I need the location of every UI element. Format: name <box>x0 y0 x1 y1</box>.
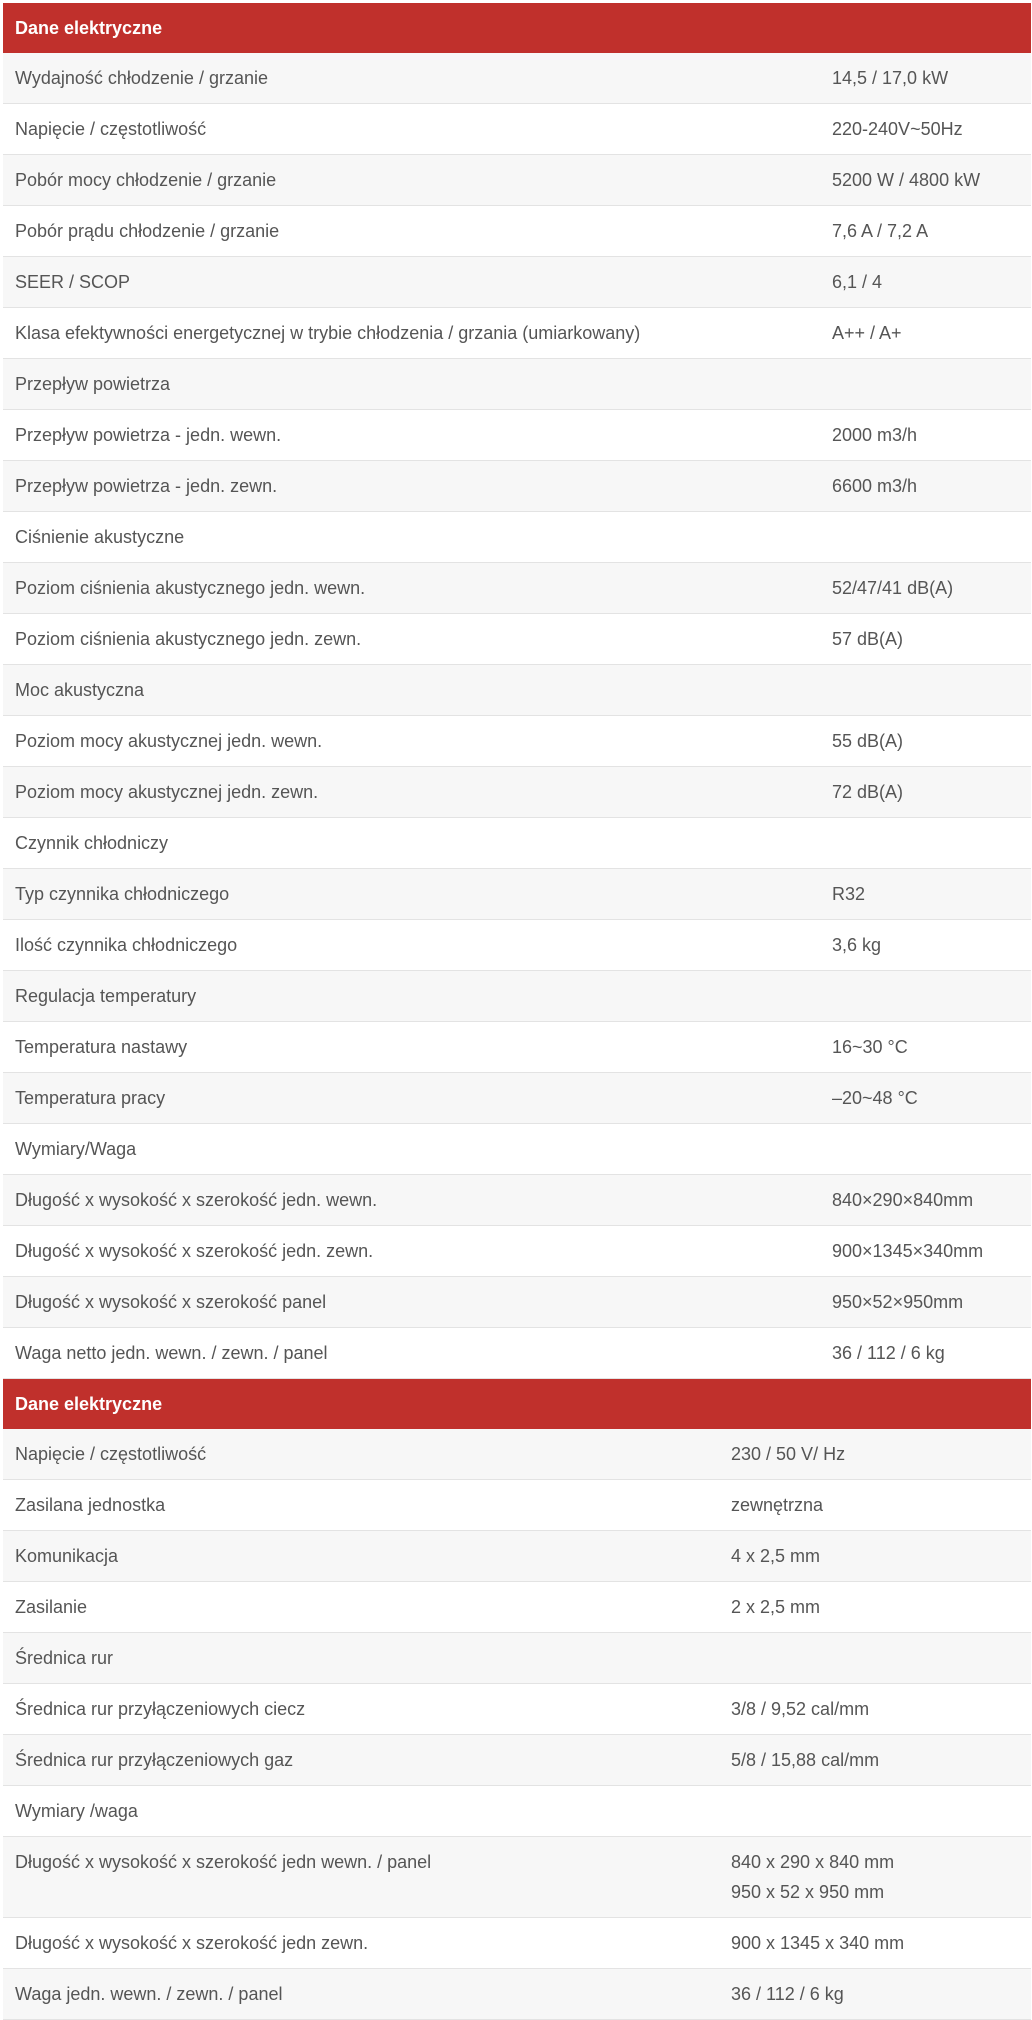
spec-label: Wymiary/Waga <box>3 1124 820 1175</box>
spec-label: Waga jedn. wewn. / zewn. / panel <box>3 1969 719 2020</box>
spec-table-wiring-body <box>3 1379 1031 2020</box>
spec-value: 3,6 kg <box>820 920 1031 971</box>
spec-value: 7,6 A / 7,2 A <box>820 206 1031 257</box>
table-row <box>3 614 1031 665</box>
spec-label: Ciśnienie akustyczne <box>3 512 820 563</box>
spec-label: Komunikacja <box>3 1531 719 1582</box>
spec-value <box>820 665 1031 716</box>
table-row <box>3 767 1031 818</box>
spec-label: Poziom ciśnienia akustycznego jedn. zewn. <box>3 614 820 665</box>
spec-value: 72 dB(A) <box>820 767 1031 818</box>
table-row <box>3 1837 1031 1918</box>
spec-label: Poziom ciśnienia akustycznego jedn. wewn. <box>3 563 820 614</box>
table-title: Dane elektryczne <box>3 1379 1031 1429</box>
table-row <box>3 1226 1031 1277</box>
spec-value: 900×1345×340mm <box>820 1226 1031 1277</box>
spec-value: 2000 m3/h <box>820 410 1031 461</box>
spec-value: 230 / 50 V/ Hz <box>719 1429 1031 1480</box>
spec-label: Przepływ powietrza - jedn. zewn. <box>3 461 820 512</box>
table-row <box>3 53 1031 104</box>
table-header <box>3 3 1031 53</box>
spec-label: Wymiary /waga <box>3 1786 719 1837</box>
table-row <box>3 461 1031 512</box>
spec-value-line: 840 x 290 x 840 mm <box>731 1852 895 1872</box>
spec-label: Poziom mocy akustycznej jedn. wewn. <box>3 716 820 767</box>
spec-value <box>820 818 1031 869</box>
table-row <box>3 1124 1031 1175</box>
spec-value: –20~48 °C <box>820 1073 1031 1124</box>
spec-label: Typ czynnika chłodniczego <box>3 869 820 920</box>
table-row <box>3 206 1031 257</box>
spec-label: Długość x wysokość x szerokość jedn. zewn. <box>3 1226 820 1277</box>
spec-label: Długość x wysokość x szerokość jedn zewn. <box>3 1918 719 1969</box>
table-row <box>3 1328 1031 1379</box>
spec-label: Pobór mocy chłodzenie / grzanie <box>3 155 820 206</box>
spec-page <box>3 0 1031 2020</box>
table-row <box>3 665 1031 716</box>
table-row <box>3 1786 1031 1837</box>
table-row <box>3 512 1031 563</box>
spec-label: Długość x wysokość x szerokość jedn. wewn. <box>3 1175 820 1226</box>
spec-value: 14,5 / 17,0 kW <box>820 53 1031 104</box>
spec-value <box>820 1124 1031 1175</box>
spec-label: Długość x wysokość x szerokość panel <box>3 1277 820 1328</box>
spec-label: Średnica rur przyłączeniowych gaz <box>3 1735 719 1786</box>
spec-label: Temperatura pracy <box>3 1073 820 1124</box>
table-row <box>3 359 1031 410</box>
spec-label: Klasa efektywności energetycznej w trybie chłodzenia / grzania (umiarkowany) <box>3 308 820 359</box>
spec-value <box>820 971 1031 1022</box>
spec-label: Wydajność chłodzenie / grzanie <box>3 53 820 104</box>
spec-value: 950×52×950mm <box>820 1277 1031 1328</box>
table-row <box>3 716 1031 767</box>
spec-value: 36 / 112 / 6 kg <box>820 1328 1031 1379</box>
spec-value <box>719 1633 1031 1684</box>
table-row <box>3 1633 1031 1684</box>
spec-label: Moc akustyczna <box>3 665 820 716</box>
spec-label: Średnica rur przyłączeniowych ciecz <box>3 1684 719 1735</box>
spec-label: Poziom mocy akustycznej jedn. zewn. <box>3 767 820 818</box>
spec-label: Temperatura nastawy <box>3 1022 820 1073</box>
spec-label: Ilość czynnika chłodniczego <box>3 920 820 971</box>
table-row <box>3 1175 1031 1226</box>
table-row <box>3 1277 1031 1328</box>
spec-value: 5/8 / 15,88 cal/mm <box>719 1735 1031 1786</box>
spec-label: Przepływ powietrza - jedn. wewn. <box>3 410 820 461</box>
spec-value: 4 x 2,5 mm <box>719 1531 1031 1582</box>
spec-value: A++ / A+ <box>820 308 1031 359</box>
table-row <box>3 1429 1031 1480</box>
spec-value: 840×290×840mm <box>820 1175 1031 1226</box>
spec-label: Napięcie / częstotliwość <box>3 104 820 155</box>
spec-label: Napięcie / częstotliwość <box>3 1429 719 1480</box>
table-row <box>3 257 1031 308</box>
spec-value: 6,1 / 4 <box>820 257 1031 308</box>
spec-label: Zasilana jednostka <box>3 1480 719 1531</box>
table-row <box>3 1480 1031 1531</box>
spec-value: 16~30 °C <box>820 1022 1031 1073</box>
table-row <box>3 1684 1031 1735</box>
spec-value: 2 x 2,5 mm <box>719 1582 1031 1633</box>
spec-value: 3/8 / 9,52 cal/mm <box>719 1684 1031 1735</box>
table-title: Dane elektryczne <box>3 3 1031 53</box>
table-row <box>3 104 1031 155</box>
spec-label: Zasilanie <box>3 1582 719 1633</box>
spec-value <box>719 1786 1031 1837</box>
table-row <box>3 1073 1031 1124</box>
spec-label: Pobór prądu chłodzenie / grzanie <box>3 206 820 257</box>
spec-table-unit-body <box>3 3 1031 1379</box>
spec-value <box>719 1837 1031 1918</box>
spec-value: 57 dB(A) <box>820 614 1031 665</box>
table-row <box>3 1582 1031 1633</box>
table-row <box>3 563 1031 614</box>
table-row <box>3 869 1031 920</box>
spec-value-line: 950 x 52 x 950 mm <box>731 1882 885 1902</box>
spec-table-wiring <box>3 1379 1031 2020</box>
spec-value <box>820 512 1031 563</box>
table-header <box>3 1379 1031 1429</box>
spec-value <box>820 359 1031 410</box>
table-row <box>3 1735 1031 1786</box>
table-row <box>3 410 1031 461</box>
spec-label: Długość x wysokość x szerokość jedn wewn. / panel <box>3 1837 719 1918</box>
spec-value: 900 x 1345 x 340 mm <box>719 1918 1031 1969</box>
table-row <box>3 155 1031 206</box>
spec-value: R32 <box>820 869 1031 920</box>
spec-label: Waga netto jedn. wewn. / zewn. / panel <box>3 1328 820 1379</box>
spec-table-unit <box>3 3 1031 1379</box>
table-row <box>3 1918 1031 1969</box>
table-row <box>3 920 1031 971</box>
spec-label: Regulacja temperatury <box>3 971 820 1022</box>
table-row <box>3 1969 1031 2020</box>
spec-label: Czynnik chłodniczy <box>3 818 820 869</box>
spec-value: 5200 W / 4800 kW <box>820 155 1031 206</box>
spec-label: SEER / SCOP <box>3 257 820 308</box>
spec-value: 220-240V~50Hz <box>820 104 1031 155</box>
spec-value: 55 dB(A) <box>820 716 1031 767</box>
spec-value: 36 / 112 / 6 kg <box>719 1969 1031 2020</box>
spec-value: 6600 m3/h <box>820 461 1031 512</box>
spec-label: Średnica rur <box>3 1633 719 1684</box>
table-row <box>3 818 1031 869</box>
table-row <box>3 1022 1031 1073</box>
table-row <box>3 971 1031 1022</box>
table-row <box>3 1531 1031 1582</box>
table-row <box>3 308 1031 359</box>
spec-value: zewnętrzna <box>719 1480 1031 1531</box>
spec-label: Przepływ powietrza <box>3 359 820 410</box>
spec-value: 52/47/41 dB(A) <box>820 563 1031 614</box>
